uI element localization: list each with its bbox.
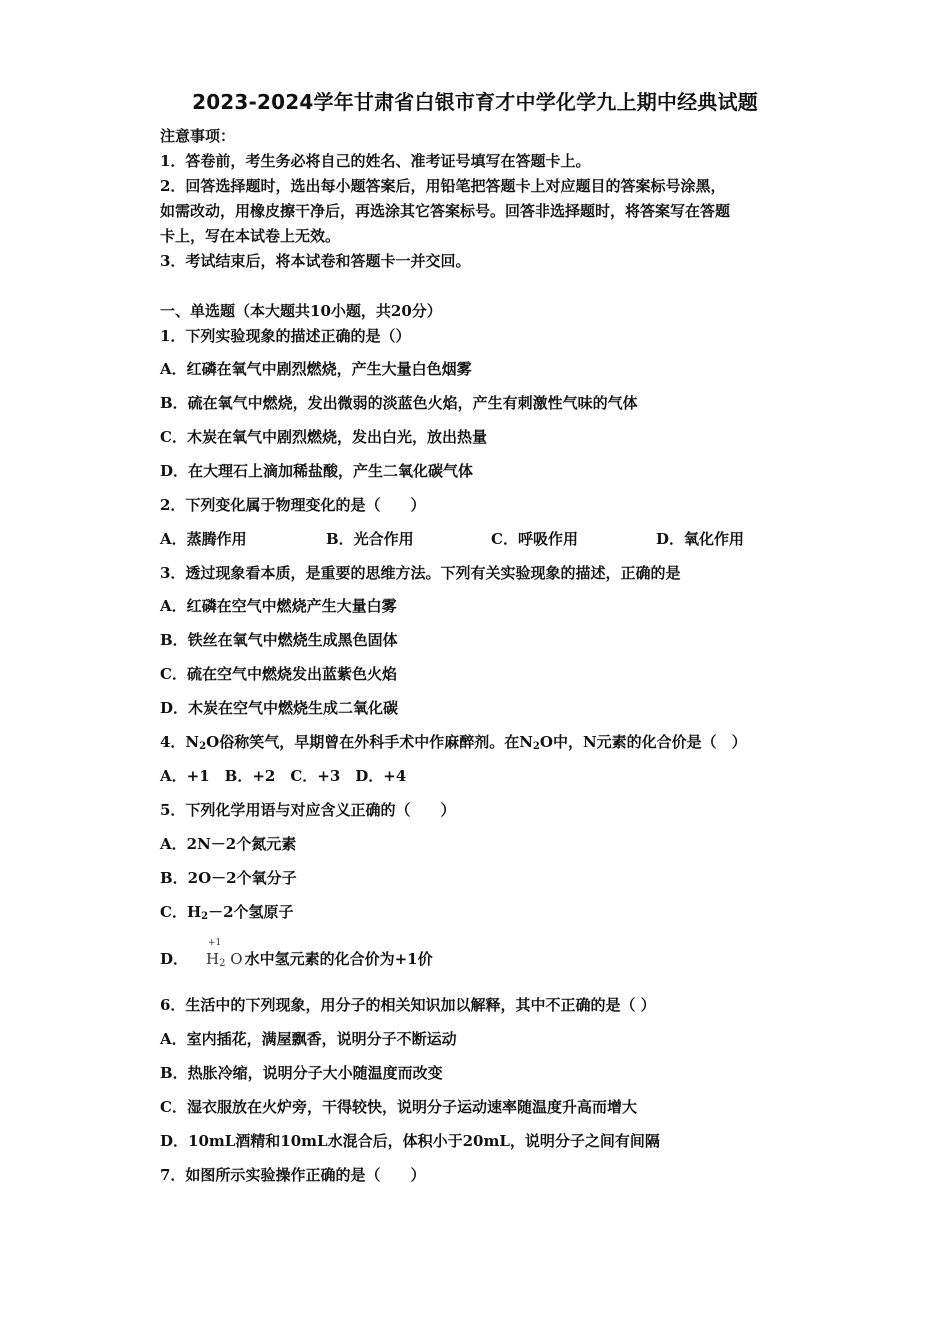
section-heading: 一、单选题（本大题共10小题，共20分） (160, 302, 442, 320)
subscript: 2 (532, 741, 540, 752)
question-stem: 7．如图所示实验操作正确的是（ ） (160, 1166, 426, 1184)
option-text: －2个氢原子 (208, 903, 294, 921)
option-a: A．红磷在空气中燃烧产生大量白雾 (160, 597, 397, 615)
element-symbol: H (206, 950, 220, 968)
option-b: B．硫在氧气中燃烧，发出微弱的淡蓝色火焰，产生有刺激性气味的气体 (160, 394, 638, 412)
option-a: A．室内插花，满屋飘香，说明分子不断运动 (160, 1030, 457, 1048)
question-stem (160, 732, 747, 757)
stem-text: O俗称笑气，早期曾在外科手术中作麻醉剂。在N (206, 733, 533, 751)
stem-text: 4．N (160, 733, 200, 751)
element-symbol: O (230, 950, 243, 968)
question-stem: 6．生活中的下列现象，用分子的相关知识加以解释，其中不正确的是（ ） (160, 996, 656, 1014)
subscript: 2 (199, 741, 207, 752)
option-d: D．10mL酒精和10mL水混合后，体积小于20mL，说明分子之间有间隔 (160, 1132, 660, 1150)
stem-text: O中，N元素的化合价是（ ） (539, 733, 747, 751)
option-c: C．湿衣服放在火炉旁，干得较快，说明分子运动速率随温度升高而增大 (160, 1098, 637, 1116)
notice-heading: 注意事项： (160, 127, 236, 145)
option-a: A．2N－2个氮元素 (160, 835, 297, 853)
question-stem: 1．下列实验现象的描述正确的是（） (160, 327, 411, 345)
subscript: 2 (219, 958, 226, 969)
option-a: A．红磷在氧气中剧烈燃烧，产生大量白色烟雾 (160, 360, 472, 378)
option-b: B．光合作用 (326, 530, 414, 548)
notice-item: 1．答卷前，考生务必将自己的姓名、准考证号填写在答题卡上。 (160, 152, 591, 170)
question-stem: 5．下列化学用语与对应含义正确的（ ） (160, 801, 456, 819)
option-b: B．热胀冷缩，说明分子大小随温度而改变 (160, 1064, 443, 1082)
question-stem: 3．透过现象看本质，是重要的思维方法。下列有关实验现象的描述，正确的是 (160, 564, 681, 582)
valence-mark: +1 (208, 938, 222, 948)
option-text: 水中氢元素的化合价为+1价 (244, 950, 433, 968)
option-a: A．蒸腾作用 (160, 530, 247, 548)
options-row: A．+1 B．+2 C．+3 D．+4 (160, 767, 407, 785)
question-stem: 2．下列变化属于物理变化的是（ ） (160, 496, 426, 514)
chem-formula (206, 938, 243, 974)
option-c (160, 902, 294, 927)
option-b: B．铁丝在氧气中燃烧生成黑色固体 (160, 631, 398, 649)
notice-item: 如需改动，用橡皮擦干净后，再选涂其它答案标号。回答非选择题时，将答案写在答题 (160, 202, 731, 220)
page-title: 2023-2024学年甘肃省白银市育才中学化学九上期中经典试题 (192, 90, 758, 114)
option-b: B．2O－2个氧分子 (160, 869, 297, 887)
option-label: D． (160, 950, 189, 968)
notice-item: 卡上，写在本试卷上无效。 (160, 227, 341, 245)
option-c: C．木炭在氧气中剧烈燃烧，发出白光，放出热量 (160, 428, 487, 446)
option-d: D．氧化作用 (656, 530, 745, 548)
notice-item: 3．考试结束后，将本试卷和答题卡一并交回。 (160, 252, 471, 270)
option-d: D．木炭在空气中燃烧生成二氧化碳 (160, 699, 399, 717)
notice-item: 2．回答选择题时，选出每小题答案后，用铅笔把答题卡上对应题目的答案标号涂黑， (160, 177, 726, 195)
option-d: D．在大理石上滴加稀盐酸，产生二氧化碳气体 (160, 462, 474, 480)
option-c: C．呼吸作用 (491, 530, 578, 548)
option-text: C．H (160, 903, 202, 921)
option-d (160, 938, 433, 974)
subscript: 2 (201, 911, 209, 922)
option-c: C．硫在空气中燃烧发出蓝紫色火焰 (160, 665, 397, 683)
